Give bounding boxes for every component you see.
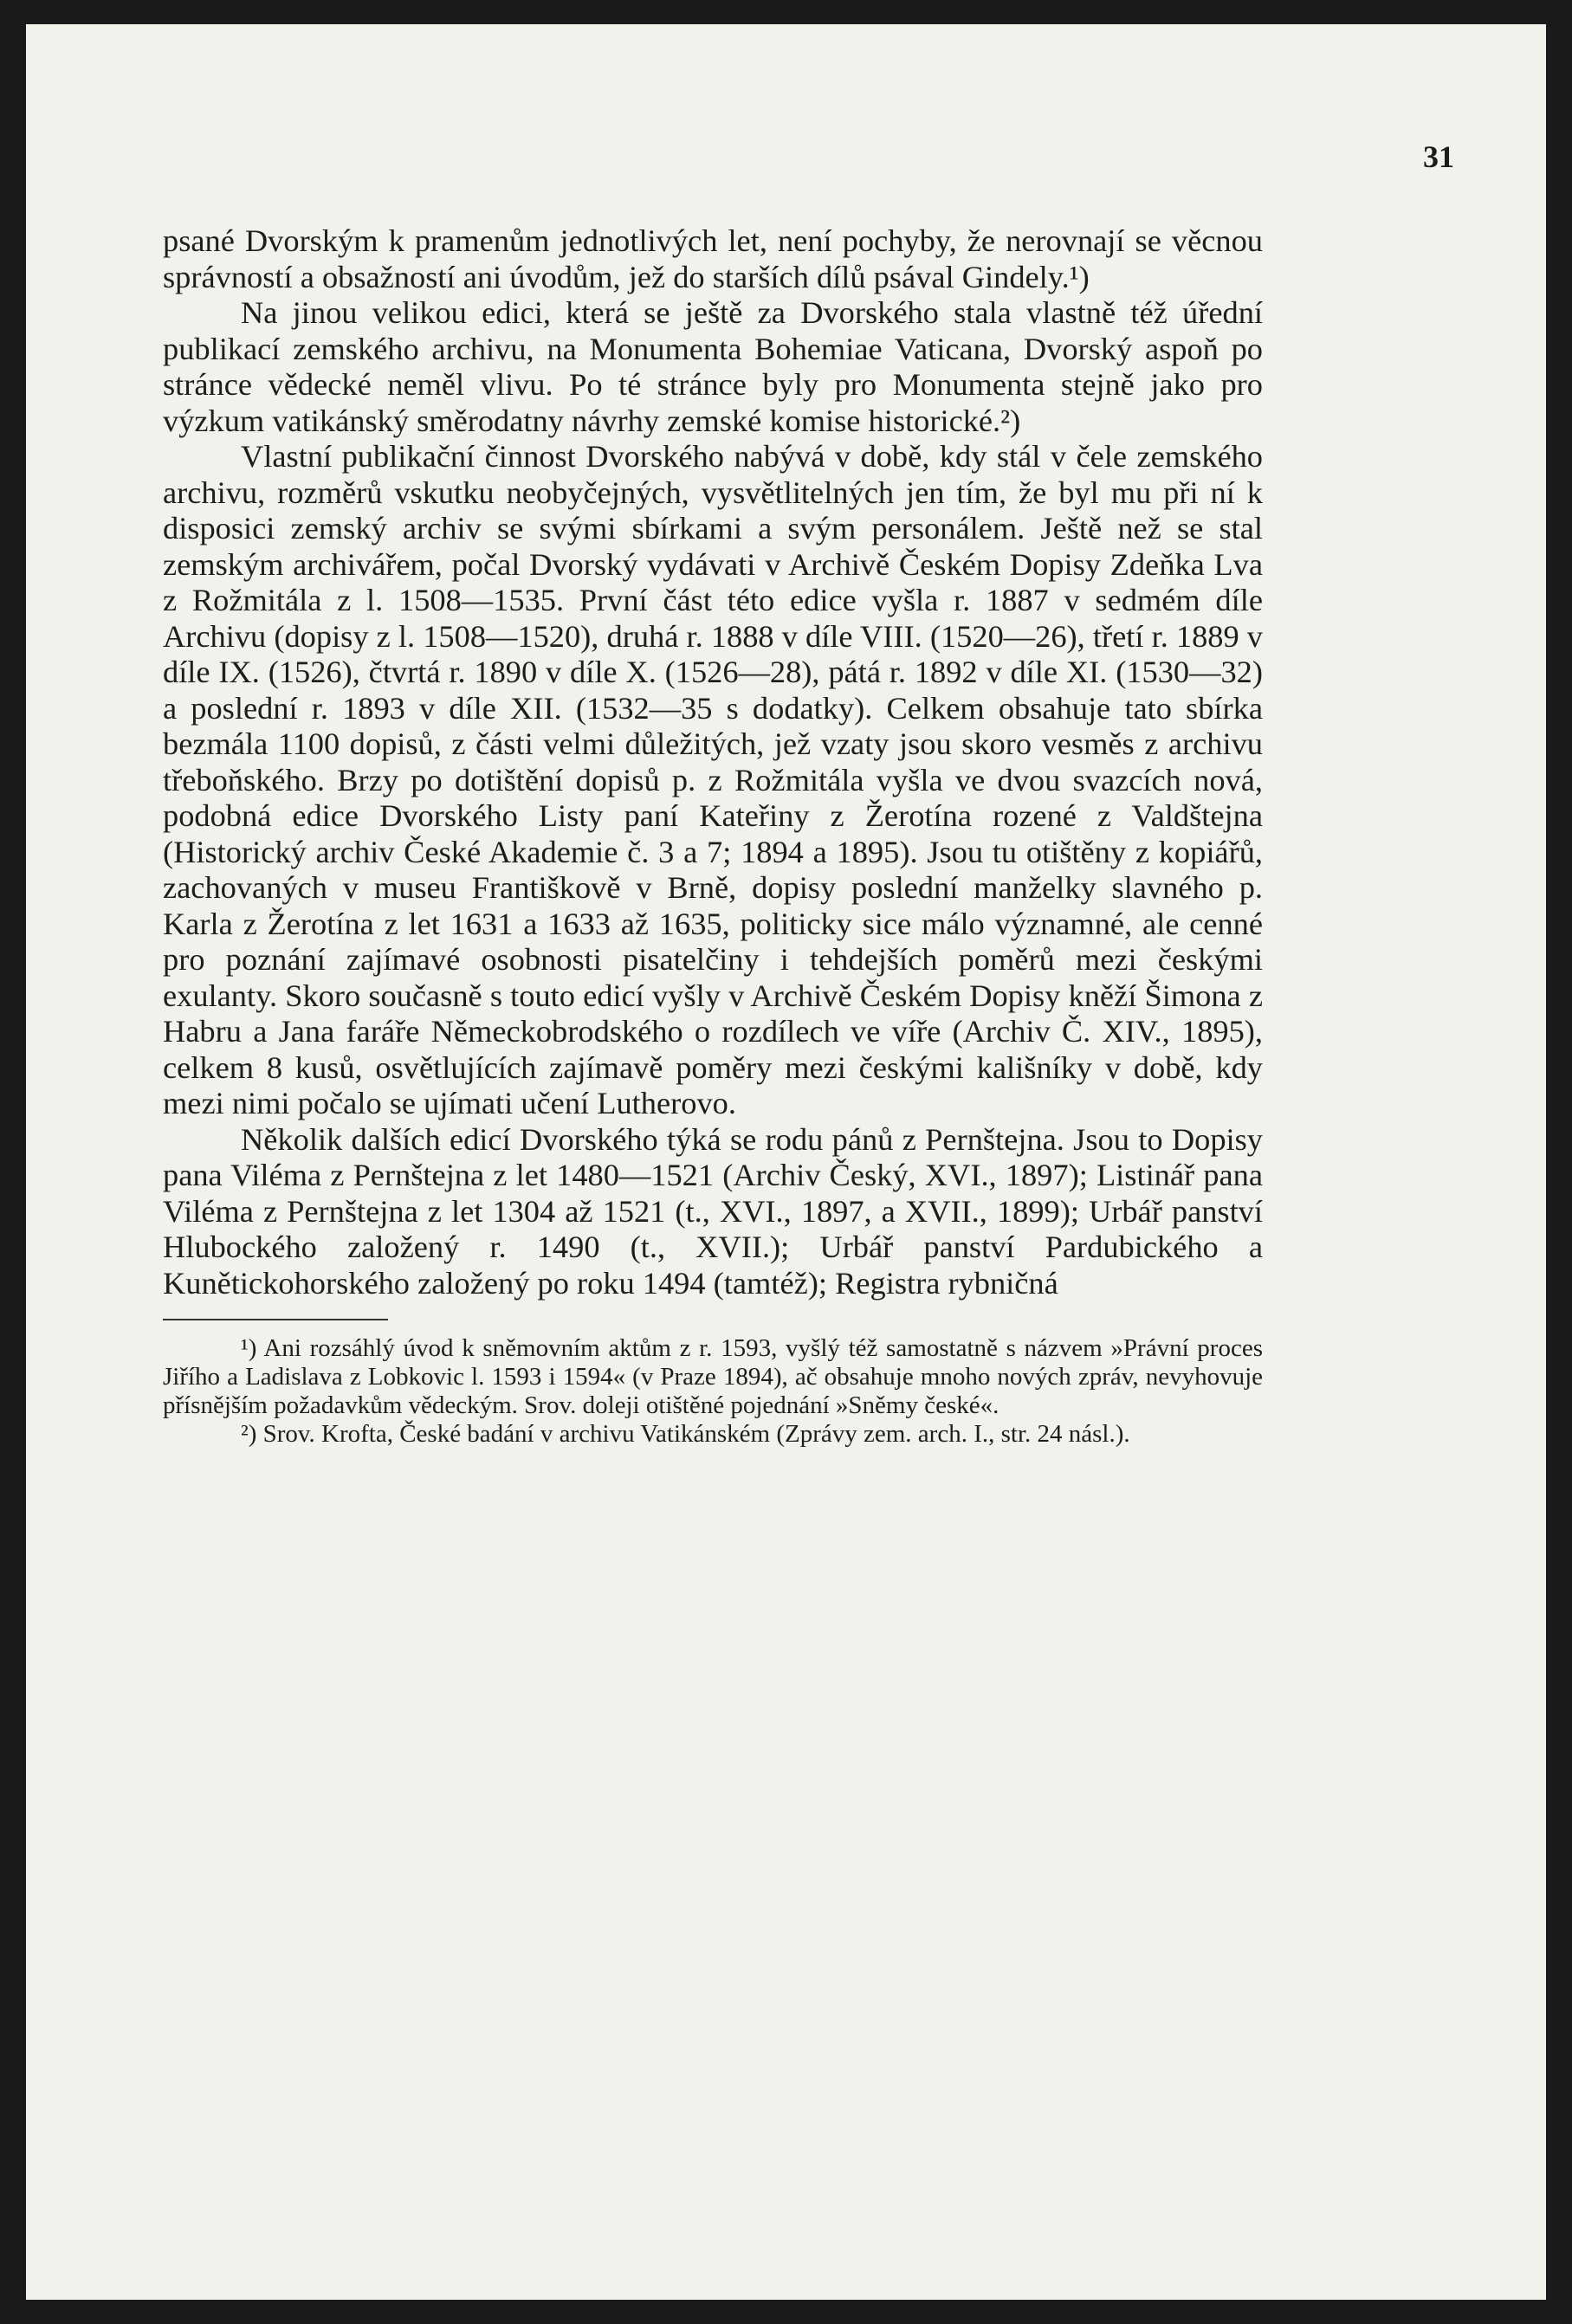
body-text [163, 223, 1263, 1449]
footnote-2: ²) Srov. Krofta, České badání v archivu Vatikánském (Zprávy zem. arch. I., str. 24 násl.). [241, 1420, 1130, 1448]
footnotes [163, 1319, 1263, 1449]
paragraph-2: Na jinou velikou edici, která se ještě za Dvorského stala vlastně též úřední publikací zemského archivu, na Monumenta Bohemiae Vaticana, Dvorský aspoň po stránce vědecké neměl vlivu. Po té stránce byly pro Monumenta stejně jako pro výzkum vatikánský směrodatny návrhy zemské komise historické.²) [163, 295, 1263, 438]
paragraph-1: psané Dvorským k pramenům jednotlivých let, není pochyby, že nerovnají se věcnou správností a obsažností ani úvodům, jež do starších dílů psával Gindely.¹) [163, 223, 1263, 294]
paragraph-3: Vlastní publikační činnost Dvorského nabývá v době, kdy stál v čele zemského archivu, rozměrů vskutku neobyčejných, vysvětlitelných jen tím, že byl mu při ní k disposici zemský archiv se svými sbírkami a svým personálem. Ještě než se stal zemským archivářem, počal Dvorský vydávati v Archivě Českém Dopisy Zdeňka Lva z Rožmitála z l. 1508—1535. První část této edice vyšla r. 1887 v sedmém díle Archivu (dopisy z l. 1508—1520), druhá r. 1888 v díle VIII. (1520—26), třetí r. 1889 v díle IX. (1526), čtvrtá r. 1890 v díle X. (1526—28), pátá r. 1892 v díle XI. (1530—32) a poslední r. 1893 v díle XII. (1532—35 s dodatky). Celkem obsahuje tato sbírka bezmála 1100 dopisů, z části velmi důležitých, jež vzaty jsou skoro vesměs z archivu třeboňského. Brzy po dotištění dopisů p. z Rožmitála vyšla ve dvou svazcích nová, podobná edice Dvorského Listy paní Kateřiny z Žerotína rozené z Valdštejna (Historický archiv České Akademie č. 3 a 7; 1894 a 1895). Jsou tu otištěny z kopiářů, zachovaných v museu Františkově v Brně, dopisy poslední manželky slavného p. Karla z Žerotína z let 1631 a 1633 až 1635, politicky sice málo významné, ale cenné pro poznání zajímavé osobnosti pisatelčiny i tehdejších poměrů mezi českými exulanty. Skoro současně s touto edicí vyšly v Archivě Českém Dopisy kněží Šimona z Habru a Jana faráře Německobrodského o rozdílech ve víře (Archiv Č. XIV., 1895), celkem 8 kusů, osvětlujících zajímavě poměry mezi českými kališníky v době, kdy mezi nimi počalo se ujímati učení Lutherovo. [163, 439, 1263, 1120]
document-page [26, 24, 1546, 2300]
footnote-1: ¹) Ani rozsáhlý úvod k sněmovním aktům z r. 1593, vyšlý též samostatně s názvem »Právní proces Jiřího a Ladislava z Lobkovic l. 1593 i 1594« (v Praze 1894), ač obsahuje mnoho nových zpráv, nevyhovuje přísnějším požadavkům vědeckým. Srov. doleji otištěné pojednání »Sněmy české«. [163, 1334, 1263, 1419]
footnote-separator [163, 1319, 388, 1320]
paragraph-4: Několik dalších edicí Dvorského týká se rodu pánů z Pernštejna. Jsou to Dopisy pana Viléma z Pernštejna z let 1480—1521 (Archiv Český, XVI., 1897); Listinář pana Viléma z Pernštejna z let 1304 až 1521 (t., XVI., 1897, a XVII., 1899); Urbář panství Hlubockého založený r. 1490 (t., XVII.); Urbář panství Pardubického a Kunětickohorského založený po roku 1494 (tamtéž); Registra rybničná [163, 1121, 1263, 1301]
page-number: 31 [1423, 139, 1454, 174]
